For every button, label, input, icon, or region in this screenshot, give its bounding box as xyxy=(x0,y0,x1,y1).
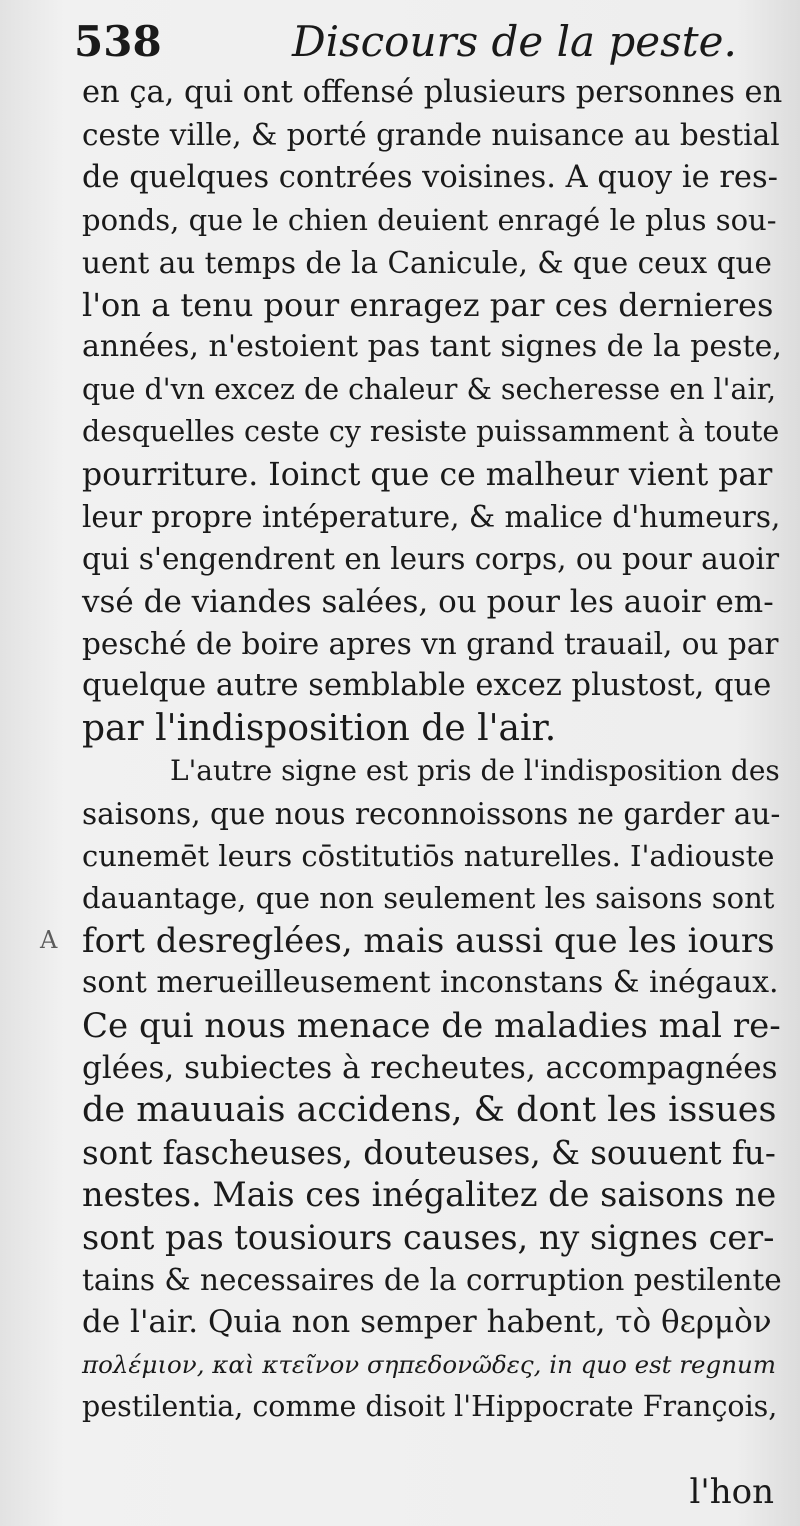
text-line: de l'air. Quia non semper habent, τὸ θερμὸν xyxy=(82,1304,772,1341)
text-line: de quelques contrées voisines. A quoy ie res- xyxy=(82,159,778,195)
text-line: pestilentia, comme disoit l'Hippocrate François, xyxy=(82,1390,778,1424)
text-line: glées, subiectes à recheutes, accompagnées xyxy=(82,1049,778,1086)
text-line: ponds, que le chien deuient enragé le plus sou- xyxy=(82,203,777,238)
text-line: tains & necessaires de la corruption pestilente xyxy=(82,1262,782,1297)
text-line: sont pas tousiours causes, ny signes cer- xyxy=(82,1217,775,1257)
text-line: quelque autre semblable excez plustost, que xyxy=(82,668,772,704)
catchword: l'hon xyxy=(689,1472,774,1512)
page-number: 538 xyxy=(74,17,162,66)
text-line: que d'vn excez de chaleur & secheresse en l'air, xyxy=(82,372,777,406)
margin-mark: A xyxy=(40,926,58,954)
text-line: de mauuais accidens, & dont les issues xyxy=(82,1090,777,1131)
text-line: leur propre intéperature, & malice d'humeurs, xyxy=(82,499,781,534)
text-line: fort desreglées, mais aussi que les iours xyxy=(82,920,775,961)
text-line: cunemēt leurs cōstitutiōs naturelles. I'adiouste xyxy=(82,839,775,874)
paragraph-first-line: L'autre signe est pris de l'indisposition des xyxy=(170,754,780,788)
text-line: desquelles ceste cy resiste puissamment à toute xyxy=(82,415,780,449)
text-line: pesché de boire apres vn grand trauail, ou par xyxy=(82,627,779,662)
text-line: années, n'estoient pas tant signes de la peste, xyxy=(82,329,782,365)
text-line: uent au temps de la Canicule, & que ceux que xyxy=(82,245,772,280)
text-line: dauantage, que non seulement les saisons sont xyxy=(82,881,775,916)
running-title: Discours de la peste. xyxy=(292,17,737,66)
text-line: par l'indisposition de l'air. xyxy=(82,707,557,749)
text-line: saisons, que nous reconnoissons ne garder au- xyxy=(82,796,781,831)
text-line: pourriture. Ioinct que ce malheur vient par xyxy=(82,456,773,493)
running-head xyxy=(74,14,774,70)
text-line: nestes. Mais ces inégalitez de saisons ne xyxy=(82,1175,777,1215)
text-line: vsé de viandes salées, ou pour les auoir em- xyxy=(82,583,774,620)
text-line: ceste ville, & porté grande nuisance au bestial xyxy=(82,118,780,153)
text-line: sont merueilleusement inconstans & inégaux. xyxy=(82,965,779,1001)
text-line: qui s'engendrent en leurs corps, ou pour auoir xyxy=(82,542,780,577)
greek-latin-line: πολέμιον, καὶ κτεῖνον σηπεδονῶδες, in quo est regnum xyxy=(82,1349,776,1379)
text-line: en ça, qui ont offensé plusieurs personnes en xyxy=(82,75,783,110)
text-line: sont fascheuses, douteuses, & souuent fu- xyxy=(82,1133,776,1172)
body-text xyxy=(82,72,782,1429)
text-line: l'on a tenu pour enragez par ces dernieres xyxy=(82,285,774,324)
text-line: Ce qui nous menace de maladies mal re- xyxy=(82,1005,781,1046)
